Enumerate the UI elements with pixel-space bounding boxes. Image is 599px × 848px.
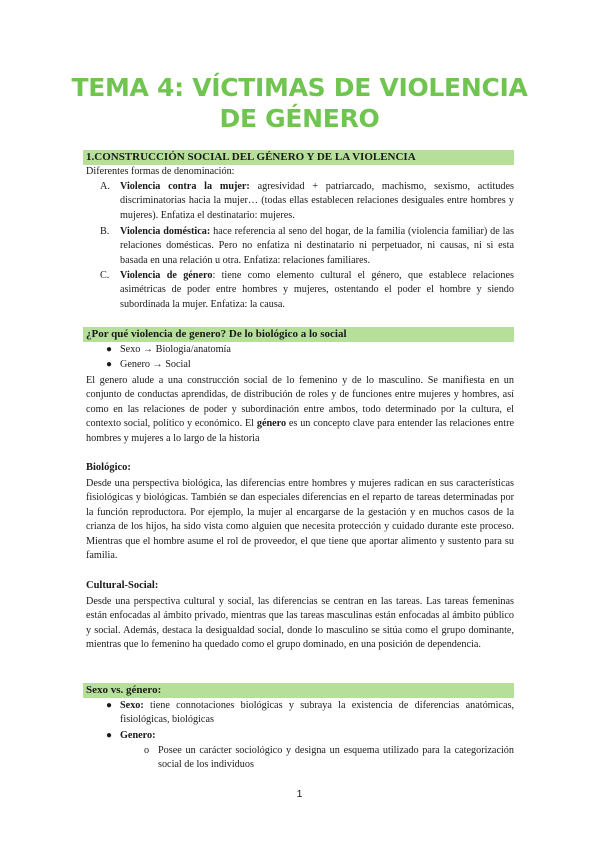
subheading-cultural-social: Cultural-Social:: [86, 580, 159, 591]
section-heading-por-que: ¿Por qué violencia de genero? De lo biológico a lo social: [83, 327, 514, 342]
paragraph-cultural-social: Desde una perspectiva cultural y social, las diferencias se centran en las tareas. Las tareas femeninas están enfocadas al ámbito privado, mientras que las tareas masculinas están enfocadas al ámbito público y social. Además, destaca la desigualdad social, donde lo masculino se sitúa como el grupo dominante, mientras que lo femenino ha quedado como el grupo dominado, en una posición de dependencia.: [86, 596, 514, 651]
paragraph-genero-part1: El genero alude a una construcción social de lo femenino y de lo masculino. Se manifiesta en un conjunto de conductas aprendidas, de distribución de roles y de funciones entre mujeres y hombres, así como en las relaciones de poder y subordinación entre ambos, todo determinado por la cultura, el contexto social, político y económico. El: [86, 375, 514, 430]
bullet-genero-definicion: [120, 729, 514, 743]
text-violencia-genero: : tiene como elemento cultural el género, que establece relaciones asimétricas de poder entre hombres y mujeres, ostentando el poder el hombre y siendo subordinada la mujer. Enfatiza: la causa.: [120, 270, 514, 310]
term-genero: Genero:: [120, 730, 156, 741]
page-number: 1: [296, 788, 303, 800]
term-violencia-mujer: Violencia contra la mujer:: [120, 181, 250, 192]
paragraph-genero: [86, 374, 514, 446]
text-violencia-mujer: agresividad + patriarcado, machismo, sexismo, actitudes discriminatorias hacia la mujer… (todas ellas establecen relaciones desiguales entre hombres y mujeres). Enfatiza el destinatario: mujeres.: [120, 181, 514, 221]
list-marker-b: B.: [100, 226, 110, 237]
title-line-2: DE GÉNERO: [219, 104, 380, 133]
sub-bullet-marker: o: [144, 745, 150, 756]
section-heading-construccion: 1.CONSTRUCCIÓN SOCIAL DEL GÉNERO Y DE LA VIOLENCIA: [83, 150, 514, 165]
sub-bullet-genero-text: Posee un carácter sociológico y designa un esquema utilizado para la categorización social de los individuos: [158, 745, 514, 771]
subheading-biologico: Biológico:: [86, 462, 131, 473]
bullet-dot: ●: [106, 700, 113, 711]
term-violencia-domestica: Violencia doméstica:: [120, 226, 211, 237]
document-title: [60, 72, 539, 134]
paragraph-biologico: Desde una perspectiva biológica, las diferencias entre hombres y mujeres radican en sus características fisiológicas y biológicas. También se dan especiales diferencias en el reparto de tareas determinadas por la función reproductora. Por ejemplo, la mujer al encargarse de la gestación y en muchos casos de la crianza de los hijos, ha sido vista como alguien que necesita protección y cuidado durante este proceso. Mientras que el hombre asume el rol de proveedor, el que tiene que aportar alimento y sustento para su familia.: [86, 478, 514, 562]
section1-intro: Diferentes formas de denominación:: [86, 166, 235, 177]
text-sexo: tiene connotaciones biológicas y subraya la existencia de diferencias anatómicas, fisiológicas, biológicas: [120, 700, 514, 726]
section-heading-sexo-vs-genero: Sexo vs. género:: [83, 683, 514, 698]
bullet-dot: ●: [106, 730, 113, 741]
paragraph-genero-part2: es un concepto clave para entender las relaciones entre hombres y mujeres a lo largo de la historia: [86, 418, 514, 444]
term-sexo: Sexo:: [120, 700, 144, 711]
term-violencia-genero: Violencia de género: [120, 270, 213, 281]
bullet-genero: Genero → Social: [120, 359, 191, 370]
bullet-sexo-definicion: [120, 699, 514, 728]
title-line-1: TEMA 4: VÍCTIMAS DE VIOLENCIA: [71, 73, 528, 102]
list-item-violencia-mujer: [120, 180, 514, 223]
bullet-dot: ●: [106, 359, 113, 370]
text-violencia-domestica: hace referencia al seno del hogar, de la familia (violencia familiar) de las relaciones domésticas. Pero no enfatiza ni destinatario ni perpetuador, ni causas, ni si esta basada en una relación u otra. Enfatiza: relaciones familiares.: [120, 226, 514, 266]
bullet-sexo: Sexo → Biologia/anatomía: [120, 344, 231, 355]
list-item-violencia-domestica: [120, 225, 514, 268]
paragraph-genero-bold: género: [256, 418, 287, 430]
list-item-violencia-genero: [120, 269, 514, 312]
bullet-dot: ●: [106, 344, 113, 355]
list-marker-a: A.: [100, 181, 110, 192]
list-marker-c: C.: [100, 270, 110, 281]
